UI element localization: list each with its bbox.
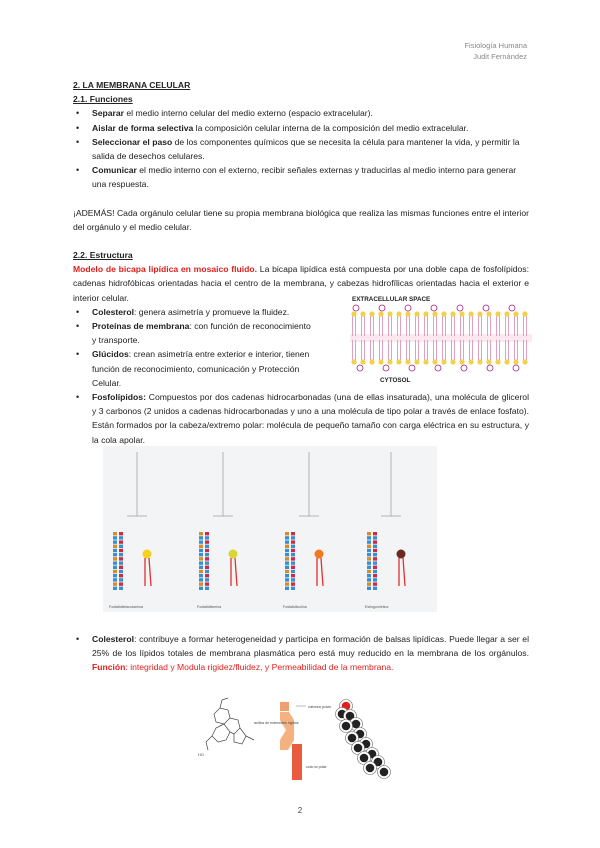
bilayer-graphic (350, 305, 532, 371)
list-item: • Aislar de forma selectiva la composición celular interna de la composición del medio extracelular. (73, 121, 529, 135)
phospholipids-figure (103, 446, 437, 612)
estructura-intro: Modelo de bicapa lipídica en mosaico fluido. La bicapa lipídica está compuesta por una doble capa de fosfolípidos: cadenas hidrofóbicas orientadas hacia el centro de la membrana, y cabezas hidrofílicas orientadas hacia el exterior e interior celular. (73, 264, 529, 303)
funciones-list (73, 106, 529, 191)
funciones-title: 2.1. Funciones (73, 94, 133, 105)
caption-pe: Fosfatidiletanolamina (109, 605, 143, 609)
tail-label: cola no polar (306, 765, 327, 769)
ademas-paragraph: ¡ADEMÁS! Cada orgánulo celular tiene su propia membrana biológica que realiza las mismas funciones entre el interior del orgánulo y el medio celular. (73, 207, 529, 232)
membrane-diagram (348, 294, 534, 386)
cholesterol-figure (196, 696, 406, 782)
header-course: Fisiología Humana (464, 41, 527, 50)
page-body (73, 78, 529, 447)
estructura-title: 2.2. Estructura (73, 250, 133, 261)
caption-sm: Esfingomielina (365, 605, 389, 609)
section-title: 2. LA MEMBRANA CELULAR (73, 80, 191, 90)
caption-ps: Fosfatidilserina (197, 605, 222, 609)
cholesterol-formula (206, 698, 254, 750)
page-number: 2 (297, 806, 303, 815)
list-item: • Colesterol: genera asimetría y promueve la fluidez. (73, 305, 328, 319)
list-item: • Glúcidos: crean asimetría entre exterior e interior, tienen función de reconocimiento, comunicación y Protección Celular. (73, 347, 314, 390)
colesterol-section (73, 632, 529, 675)
rigid-label: anillos de esteroides rígidos (254, 721, 299, 725)
cholesterol-space-filling-model (336, 700, 391, 779)
header-author: Judit Fernández (473, 52, 527, 61)
list-item: • Fosfolípidos: Compuestos por dos cadenas hidrocarbonadas (una de ellas insaturada), una molécula de glicerol y 3 carbonos (2 unidos a cadenas hidrocarbonadas y uno a una molécula de tipo polar a través de enlace fosfato). Están formados por la cabeza/extremo polar: molécula de pequeño tamaño con carga eléctrica en su estructura, y la cola apolar. (73, 390, 529, 447)
list-item: • Colesterol: contribuye a formar heterogeneidad y participa en formación de balsas lipídicas. Puede llegar a ser el 25% de los lípidos totales de membrana plasmática pero está muy reducido en la membrana de los orgánulos. Función: integridad y Modula rigidez/fluidez, y Permeabilidad de la membrana. (73, 632, 529, 675)
list-item: • Proteínas de membrana: con función de reconocimiento y transporte. (73, 319, 314, 347)
list-item: • Separar el medio interno celular del medio externo (espacio extracelular). (73, 106, 529, 120)
extracellular-label: EXTRACELLULAR SPACE (352, 296, 431, 303)
cytosol-label: CYTOSOL (380, 377, 411, 384)
head-label: cabeza polar (308, 704, 331, 709)
caption-pc: Fosfatidilcolina (283, 605, 307, 609)
page-header (464, 40, 527, 62)
list-item: • Comunicar el medio interno con el externo, recibir señales externas y traducirlas al medio interno para generar una respuesta. (73, 163, 529, 191)
list-item: • Seleccionar el paso de los componentes químicos que se necesita la célula para mantener la vida, y permitir la salida de desechos celulares. (73, 135, 529, 163)
svg-text:HO: HO (198, 752, 204, 757)
